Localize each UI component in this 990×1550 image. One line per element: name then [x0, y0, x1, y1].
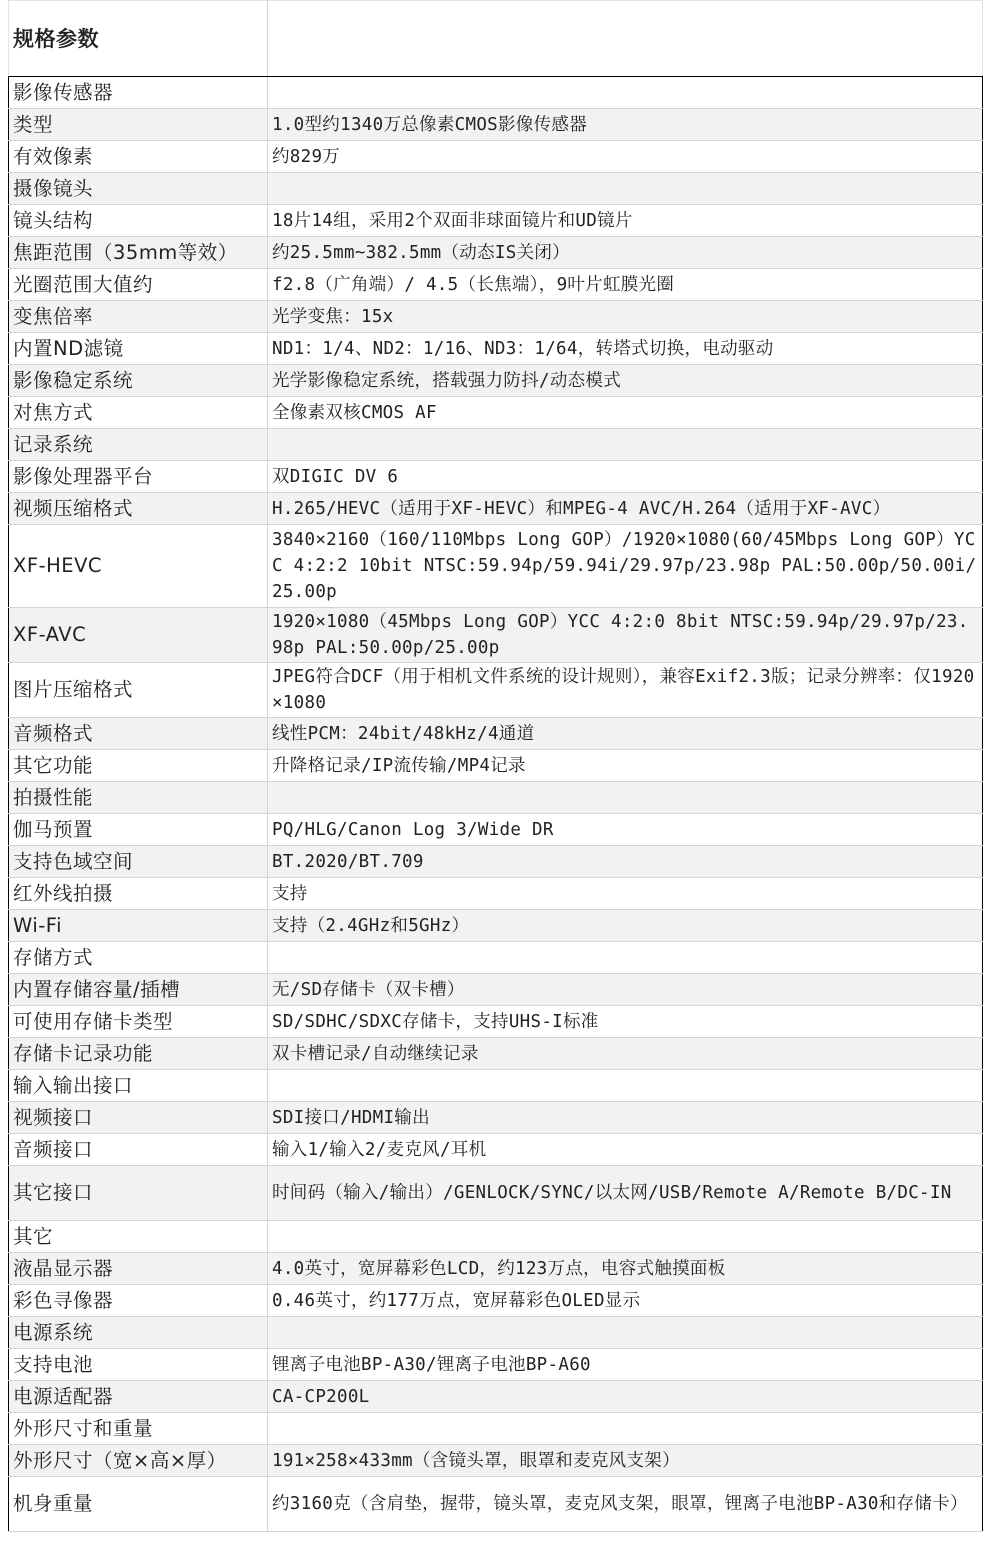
- spec-label: 存储卡记录功能: [9, 1038, 268, 1070]
- spec-row: [9, 910, 983, 942]
- spec-row: [9, 493, 983, 525]
- spec-value: H.265/HEVC（适用于XF-HEVC）和MPEG-4 AVC/H.264（适用于XF-AVC）: [268, 493, 983, 525]
- spec-label: 伽马预置: [9, 814, 268, 846]
- spec-value: SD/SDHC/SDXC存储卡，支持UHS-I标准: [268, 1006, 983, 1038]
- spec-row: [9, 1102, 983, 1134]
- spec-value: [268, 1413, 983, 1445]
- spec-label: 彩色寻像器: [9, 1285, 268, 1317]
- section-row: [9, 1070, 983, 1102]
- spec-row: [9, 718, 983, 750]
- page-title: 规格参数: [9, 1, 268, 77]
- spec-label: 影像稳定系统: [9, 365, 268, 397]
- spec-label: 其它接口: [9, 1166, 268, 1221]
- spec-label: 图片压缩格式: [9, 663, 268, 718]
- section-label: 电源系统: [9, 1317, 268, 1349]
- section-row: [9, 77, 983, 109]
- spec-row: [9, 1349, 983, 1381]
- section-row: [9, 782, 983, 814]
- spec-label: 焦距范围（35mm等效）: [9, 237, 268, 269]
- spec-label: 光圈范围大值约: [9, 269, 268, 301]
- spec-value: CA-CP200L: [268, 1381, 983, 1413]
- spec-row: [9, 205, 983, 237]
- spec-row: [9, 1134, 983, 1166]
- spec-label: XF-AVC: [9, 608, 268, 663]
- spec-row: [9, 846, 983, 878]
- spec-value: 0.46英寸，约177万点，宽屏幕彩色OLED显示: [268, 1285, 983, 1317]
- spec-value: 4.0英寸，宽屏幕彩色LCD，约123万点，电容式触摸面板: [268, 1253, 983, 1285]
- spec-row: [9, 301, 983, 333]
- spec-value: JPEG符合DCF（用于相机文件系统的设计规则），兼容Exif2.3版；记录分辨率：仅1920×1080: [268, 663, 983, 718]
- spec-label: 影像处理器平台: [9, 461, 268, 493]
- spec-label: 音频接口: [9, 1134, 268, 1166]
- spec-value: 输入1/输入2/麦克风/耳机: [268, 1134, 983, 1166]
- spec-value: 锂离子电池BP-A30/锂离子电池BP-A60: [268, 1349, 983, 1381]
- spec-value: 双DIGIC DV 6: [268, 461, 983, 493]
- section-label: 输入输出接口: [9, 1070, 268, 1102]
- spec-row: [9, 1381, 983, 1413]
- section-label: 拍摄性能: [9, 782, 268, 814]
- spec-label: 机身重量: [9, 1477, 268, 1532]
- spec-row: [9, 750, 983, 782]
- spec-value: PQ/HLG/Canon Log 3/Wide DR: [268, 814, 983, 846]
- spec-row: [9, 663, 983, 718]
- spec-value: 18片14组，采用2个双面非球面镜片和UD镜片: [268, 205, 983, 237]
- spec-value: 线性PCM：24bit/48kHz/4通道: [268, 718, 983, 750]
- section-label: 外形尺寸和重量: [9, 1413, 268, 1445]
- spec-value: 1920×1080（45Mbps Long GOP）YCC 4:2:0 8bit NTSC:59.94p/29.97p/23.98p PAL:50.00p/25.00p: [268, 608, 983, 663]
- spec-label: 外形尺寸（宽×高×厚）: [9, 1445, 268, 1477]
- spec-value: 光学变焦：15x: [268, 301, 983, 333]
- spec-row: [9, 141, 983, 173]
- section-row: [9, 1317, 983, 1349]
- title-empty-cell: [268, 1, 983, 77]
- spec-value: [268, 1221, 983, 1253]
- spec-value: 支持: [268, 878, 983, 910]
- spec-value: 1.0型约1340万总像素CMOS影像传感器: [268, 109, 983, 141]
- spec-label: 支持色域空间: [9, 846, 268, 878]
- spec-label: 镜头结构: [9, 205, 268, 237]
- spec-label: Wi-Fi: [9, 910, 268, 942]
- spec-value: [268, 782, 983, 814]
- spec-value: 升降格记录/IP流传输/MP4记录: [268, 750, 983, 782]
- spec-label: 对焦方式: [9, 397, 268, 429]
- section-label: 影像传感器: [9, 77, 268, 109]
- spec-value: f2.8（广角端）/ 4.5（长焦端），9叶片虹膜光圈: [268, 269, 983, 301]
- spec-value: 光学影像稳定系统，搭载强力防抖/动态模式: [268, 365, 983, 397]
- title-row: [9, 1, 983, 77]
- spec-row: [9, 1477, 983, 1532]
- spec-label: XF-HEVC: [9, 525, 268, 608]
- spec-row: [9, 878, 983, 910]
- spec-label: 内置ND滤镜: [9, 333, 268, 365]
- spec-value: [268, 942, 983, 974]
- spec-row: [9, 608, 983, 663]
- spec-table-body: [9, 1, 983, 1532]
- section-row: [9, 942, 983, 974]
- spec-label: 内置存储容量/插槽: [9, 974, 268, 1006]
- spec-label: 红外线拍摄: [9, 878, 268, 910]
- spec-value: 约829万: [268, 141, 983, 173]
- spec-label: 有效像素: [9, 141, 268, 173]
- spec-row: [9, 365, 983, 397]
- spec-label: 视频接口: [9, 1102, 268, 1134]
- spec-row: [9, 1038, 983, 1070]
- section-row: [9, 173, 983, 205]
- spec-row: [9, 237, 983, 269]
- spec-label: 音频格式: [9, 718, 268, 750]
- spec-value: BT.2020/BT.709: [268, 846, 983, 878]
- section-label: 记录系统: [9, 429, 268, 461]
- section-label: 其它: [9, 1221, 268, 1253]
- spec-value: SDI接口/HDMI输出: [268, 1102, 983, 1134]
- spec-value: 约25.5mm~382.5mm（动态IS关闭）: [268, 237, 983, 269]
- spec-value: 全像素双核CMOS AF: [268, 397, 983, 429]
- spec-label: 可使用存储卡类型: [9, 1006, 268, 1038]
- spec-label: 电源适配器: [9, 1381, 268, 1413]
- spec-row: [9, 269, 983, 301]
- spec-value: [268, 1070, 983, 1102]
- spec-row: [9, 814, 983, 846]
- spec-row: [9, 397, 983, 429]
- spec-value: 3840×2160（160/110Mbps Long GOP）/1920×1080(60/45Mbps Long GOP）YCC 4:2:2 10bit NTSC:59.94p/59.94i/29.97p/23.98p PAL:50.00p/50.00i/25.00p: [268, 525, 983, 608]
- section-label: 存储方式: [9, 942, 268, 974]
- spec-value: [268, 173, 983, 205]
- spec-value: [268, 1317, 983, 1349]
- spec-label: 支持电池: [9, 1349, 268, 1381]
- spec-row: [9, 1285, 983, 1317]
- spec-row: [9, 1166, 983, 1221]
- spec-value: 191×258×433mm（含镜头罩，眼罩和麦克风支架）: [268, 1445, 983, 1477]
- spec-row: [9, 461, 983, 493]
- spec-row: [9, 333, 983, 365]
- spec-row: [9, 1006, 983, 1038]
- spec-row: [9, 109, 983, 141]
- section-row: [9, 1221, 983, 1253]
- spec-value: 约3160克（含肩垫，握带，镜头罩，麦克风支架，眼罩，锂离子电池BP-A30和存储卡）: [268, 1477, 983, 1532]
- spec-row: [9, 1445, 983, 1477]
- spec-value: [268, 77, 983, 109]
- spec-label: 液晶显示器: [9, 1253, 268, 1285]
- spec-value: [268, 429, 983, 461]
- section-row: [9, 429, 983, 461]
- spec-label: 类型: [9, 109, 268, 141]
- spec-sheet: [8, 0, 982, 1532]
- spec-row: [9, 974, 983, 1006]
- spec-label: 其它功能: [9, 750, 268, 782]
- spec-label: 变焦倍率: [9, 301, 268, 333]
- spec-table: [8, 0, 983, 1532]
- spec-row: [9, 1253, 983, 1285]
- spec-value: 无/SD存储卡（双卡槽）: [268, 974, 983, 1006]
- section-row: [9, 1413, 983, 1445]
- spec-value: 双卡槽记录/自动继续记录: [268, 1038, 983, 1070]
- section-label: 摄像镜头: [9, 173, 268, 205]
- spec-label: 视频压缩格式: [9, 493, 268, 525]
- spec-value: 时间码（输入/输出）/GENLOCK/SYNC/以太网/USB/Remote A/Remote B/DC-IN: [268, 1166, 983, 1221]
- spec-value: ND1：1/4、ND2：1/16、ND3：1/64，转塔式切换，电动驱动: [268, 333, 983, 365]
- spec-row: [9, 525, 983, 608]
- spec-value: 支持（2.4GHz和5GHz）: [268, 910, 983, 942]
